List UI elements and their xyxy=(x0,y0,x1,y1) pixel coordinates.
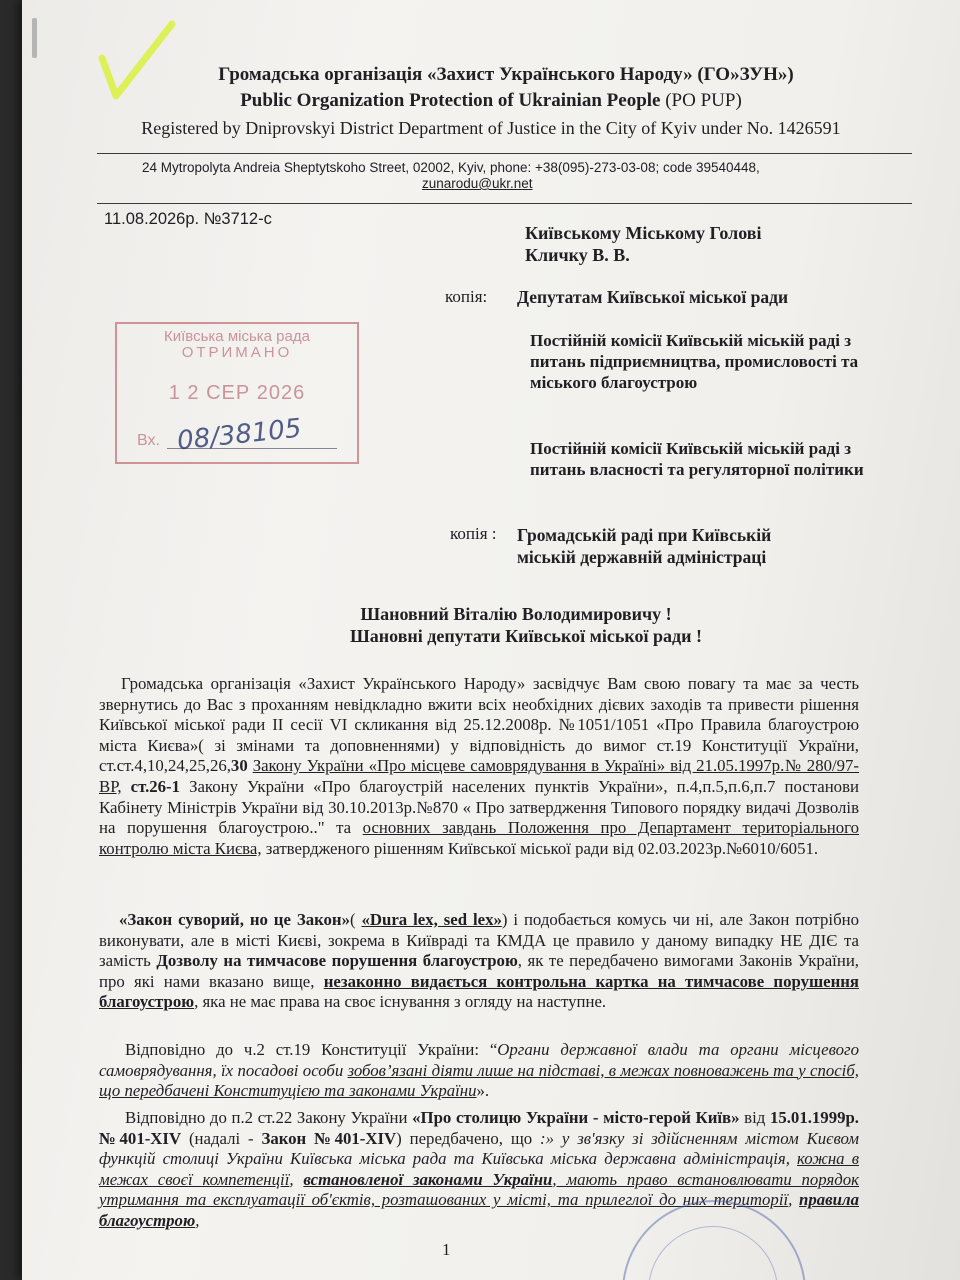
stamp-org: Київська міська рада xyxy=(164,328,310,345)
committee-recipient-1: Постійній комісії Київській міській раді з питань підприємництва, промисловості та міського благоустрою xyxy=(530,331,859,392)
page-number: 1 xyxy=(442,1240,451,1259)
addressee-line: Київському Міському Голові xyxy=(525,223,762,243)
org-email-link[interactable]: zunarodu@ukr.net xyxy=(422,176,533,191)
addressee-line: Кличку В. В. xyxy=(525,245,630,265)
salutation: Шановні депутати Київської міської ради ! xyxy=(350,626,702,646)
stamp-prefix: Вх. xyxy=(137,432,160,449)
body-paragraph: Відповідно до п.2 ст.22 Закону України «Про столицю України - місто-герой Київ» від 15.01.1999р. №401-XIV (надалі - Закон №401-XIV) передбачено, що :» у зв'язку зі здійсненням містом Києвом функцій столиці України Київська міська рада та Київська міська державна адміністрація, кожна в межах своєї компетенції, встановленої законами України, мають право встановлювати порядок утримання та експлуатації об'єктів, розташованих у місті, та прилеглої до них території, правила благоустрою, xyxy=(99,1108,860,1230)
org-name-en: Public Organization Protection of Ukrainian People (PO PUP) xyxy=(240,90,742,111)
outgoing-reference: 11.08.2026р. №3712-с xyxy=(104,210,272,228)
org-name-ua: Громадська організація «Захист Українського Народу» (ГО»ЗУН») xyxy=(218,64,794,85)
copy-label: копія : xyxy=(450,524,497,543)
copy-recipient: Громадській раді при Київській міській державній адміністраці xyxy=(517,525,772,567)
addressee-block xyxy=(525,222,761,266)
received-stamp xyxy=(115,322,359,464)
body-paragraph: «Закон суворий, но це Закон»( «Dura lex, sed lex») і подобається комусь чи ні, але Закон потрібно виконувати, але в місті Києві, зокрема в Київраді та КМДА це правило у даному випадку НЕ ДІЄ та замість Дозволу на тимчасове порушення благоустрою, як те передбачено вимогами Законів України, про які нами вказано вище, незаконно видається контрольна картка на тимчасове порушення благоустрою, яка не має права на своє існування з огляду на наступне. xyxy=(99,910,860,1012)
committee-recipient-2: Постійній комісії Київській міській раді з питань власності та регуляторної політики xyxy=(530,439,864,479)
stamp-date: 1 2 СЕР 2026 xyxy=(168,382,306,404)
stamp-status: ОТРИМАНО xyxy=(181,344,293,361)
registration-line: Registered by Dniprovskyi District Department of Justice in the City of Kyiv under No. 1426591 xyxy=(141,118,841,138)
stamp-number: 08/38105 xyxy=(175,413,303,457)
copy-recipient: Депутатам Київської міської ради xyxy=(517,287,789,307)
org-address: 24 Mytropolyta Andreia Sheptytskoho Street, 02002, Kyiv, phone: +38(095)-273-03-08; code 39540448, xyxy=(142,160,760,175)
staple xyxy=(32,18,37,58)
salutation: Шановний Віталію Володимировичу ! xyxy=(360,604,672,624)
body-paragraph: Відповідно до ч.2 ст.19 Конституції України: “Органи державної влади та органи місцевого самоврядування, їх посадові особи зобов’язані діяти лише на підставі, в межах повноважень та у спосіб, що передбачені Конституцією та законами України». xyxy=(99,1040,859,1101)
header-rule-bottom xyxy=(97,203,912,204)
document-page xyxy=(22,0,960,1280)
header-rule-top xyxy=(97,153,912,154)
body-paragraph: Громадська організація «Захист Українського Народу» засвідчує Вам свою повагу та має за честь звернутись до Вас з проханням невідкладно вжити всіх необхідних дієвих заходів та привести рішення Київської міської ради ІІ сесії VI скликання від 25.12.2008р. №1051/1051 «Про Правила благоустрою міста Києва»( зі змінами та доповненнями) у відповідність до вимог ст.19 Конституції України, ст.ст.4,10,24,25,26,30 Закону України «Про місцеве самоврядування в Україні» від 21.05.1997р.№ 280/97-ВР, ст.26-1 Закону України «Про благоустрій населених пунктів України», п.4,п.5,п.6,п.7 постанови Кабінету Міністрів України від 30.10.2013р.№870 « Про затвердження Типового порядку видачі Дозволів на порушення благоустрою.." та основних завдань Положення про Департамент територіального контролю міста Києва, затвердженого рішенням Київської міської ради від 02.03.2023р.№6010/6051. xyxy=(99,674,860,858)
stamp-number-line xyxy=(167,448,337,449)
copy-label: копія: xyxy=(445,287,488,306)
